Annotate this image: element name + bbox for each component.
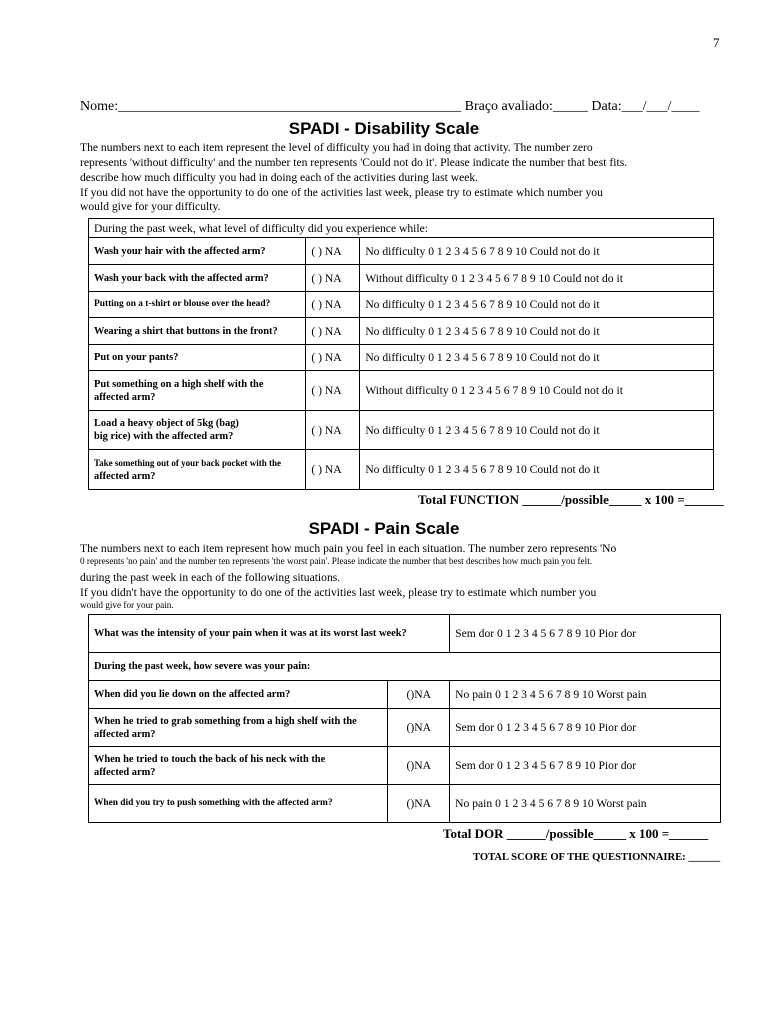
disability-intro-line: represents 'without difficulty' and the number ten represents 'Could not do it'. Please indicate the number that best fits. bbox=[80, 156, 628, 169]
table-row bbox=[89, 318, 714, 345]
question-text bbox=[89, 411, 306, 450]
question-text bbox=[89, 450, 306, 490]
question-text: Wash your hair with the affected arm? bbox=[89, 238, 306, 265]
disability-table-header: During the past week, what level of difficulty did you experience while: bbox=[89, 219, 714, 238]
pain-scale[interactable]: Sem dor 0 1 2 3 4 5 6 7 8 9 10 Pior dor bbox=[450, 747, 721, 785]
question-line: When he tried to grab something from a high shelf with the bbox=[94, 715, 357, 727]
disability-table bbox=[88, 218, 714, 490]
pain-scale[interactable]: Sem dor 0 1 2 3 4 5 6 7 8 9 10 Pior dor bbox=[450, 709, 721, 747]
pain-table bbox=[88, 614, 721, 823]
question-line: Load a heavy object of 5kg (bag) bbox=[94, 418, 239, 429]
table-row bbox=[89, 238, 714, 265]
table-row bbox=[89, 653, 721, 681]
disability-intro-line: would give for your difficulty. bbox=[80, 200, 221, 213]
pain-title-text: SPADI - Pain Scale bbox=[308, 519, 460, 538]
disability-intro-line: describe how much difficulty you had in doing each of the activities during last week. bbox=[80, 171, 479, 184]
difficulty-scale[interactable]: No difficulty 0 1 2 3 4 5 6 7 8 9 10 Could not do it bbox=[360, 345, 714, 371]
difficulty-scale[interactable]: No difficulty 0 1 2 3 4 5 6 7 8 9 10 Could not do it bbox=[360, 450, 714, 490]
disability-title-text: SPADI - Disability Scale bbox=[288, 119, 480, 138]
difficulty-scale[interactable]: No difficulty 0 1 2 3 4 5 6 7 8 9 10 Could not do it bbox=[360, 411, 714, 450]
table-header-row bbox=[89, 219, 714, 238]
table-row bbox=[89, 785, 721, 823]
question-line: affected arm? bbox=[94, 766, 156, 778]
function-total: Total FUNCTION ______/possible_____ x 100 =______ bbox=[418, 492, 724, 507]
table-row bbox=[89, 681, 721, 709]
pain-title bbox=[0, 519, 768, 539]
na-checkbox[interactable]: ( ) NA bbox=[306, 411, 360, 450]
difficulty-scale[interactable]: No difficulty 0 1 2 3 4 5 6 7 8 9 10 Could not do it bbox=[360, 292, 714, 318]
question-text: When did you try to push something with the affected arm? bbox=[89, 785, 388, 823]
na-checkbox[interactable]: ( ) NA bbox=[306, 318, 360, 345]
question-text: Wash your back with the affected arm? bbox=[89, 265, 306, 292]
na-checkbox[interactable]: ( ) NA bbox=[306, 292, 360, 318]
question-line: big rice) with the affected arm? bbox=[94, 431, 234, 442]
questionnaire-total-score: TOTAL SCORE OF THE QUESTIONNAIRE: ______ bbox=[473, 852, 721, 863]
na-checkbox[interactable]: ( ) NA bbox=[306, 345, 360, 371]
disability-title bbox=[0, 119, 768, 139]
question-text bbox=[89, 747, 388, 785]
question-text bbox=[89, 709, 388, 747]
pain-intro-line: The numbers next to each item represent how much pain you feel in each situation. The number zero represents 'No bbox=[80, 542, 617, 555]
difficulty-scale[interactable]: Without difficulty 0 1 2 3 4 5 6 7 8 9 10 Could not do it bbox=[360, 371, 714, 411]
table-row bbox=[89, 345, 714, 371]
question-line: affected arm? bbox=[94, 728, 156, 740]
na-checkbox[interactable]: ( ) NA bbox=[306, 265, 360, 292]
pain-intro-line: If you didn't have the opportunity to do one of the activities last week, please try to estimate which number you bbox=[80, 586, 597, 599]
pain-scale[interactable]: Sem dor 0 1 2 3 4 5 6 7 8 9 10 Pior dor bbox=[450, 615, 721, 653]
table-row bbox=[89, 615, 721, 653]
pain-intro-line: would give for your pain. bbox=[80, 600, 174, 610]
na-checkbox[interactable]: ( ) NA bbox=[306, 371, 360, 411]
na-checkbox[interactable]: ()NA bbox=[388, 681, 450, 709]
pain-intro-line: 0 represents 'no pain' and the number ten represents 'the worst pain'. Please indicate the number that best describes how much pain you felt. bbox=[80, 556, 593, 566]
table-row bbox=[89, 450, 714, 490]
pain-scale[interactable]: No pain 0 1 2 3 4 5 6 7 8 9 10 Worst pain bbox=[450, 785, 721, 823]
table-row bbox=[89, 747, 721, 785]
question-text: Putting on a t-shirt or blouse over the head? bbox=[89, 292, 306, 318]
disability-intro-line: The numbers next to each item represent the level of difficulty you had in doing that activity. The number zero bbox=[80, 141, 593, 154]
na-checkbox[interactable]: ()NA bbox=[388, 785, 450, 823]
table-row bbox=[89, 265, 714, 292]
table-row bbox=[89, 371, 714, 411]
question-line: Take something out of your back pocket with the bbox=[94, 457, 282, 468]
question-line: affected arm? bbox=[94, 470, 156, 482]
difficulty-scale[interactable]: No difficulty 0 1 2 3 4 5 6 7 8 9 10 Could not do it bbox=[360, 238, 714, 265]
na-checkbox[interactable]: ( ) NA bbox=[306, 450, 360, 490]
question-line: affected arm? bbox=[94, 391, 156, 403]
patient-header-line: Nome:_________________________________________________ Braço avaliado:_____ Data:___/___/____ bbox=[80, 99, 700, 114]
page-number: 7 bbox=[713, 35, 720, 50]
table-row bbox=[89, 292, 714, 318]
na-checkbox[interactable]: ()NA bbox=[388, 709, 450, 747]
question-text: What was the intensity of your pain when it was at its worst last week? bbox=[89, 615, 450, 653]
na-checkbox[interactable]: ( ) NA bbox=[306, 238, 360, 265]
question-line: Put something on a high shelf with the bbox=[94, 378, 264, 390]
difficulty-scale[interactable]: Without difficulty 0 1 2 3 4 5 6 7 8 9 10 Could not do it bbox=[360, 265, 714, 292]
pain-section-header: During the past week, how severe was your pain: bbox=[89, 653, 721, 681]
question-line: When he tried to touch the back of his neck with the bbox=[94, 753, 326, 765]
pain-scale[interactable]: No pain 0 1 2 3 4 5 6 7 8 9 10 Worst pain bbox=[450, 681, 721, 709]
pain-intro-line: during the past week in each of the following situations. bbox=[80, 571, 341, 584]
question-text: Put on your pants? bbox=[89, 345, 306, 371]
question-text: When did you lie down on the affected arm? bbox=[89, 681, 388, 709]
pain-total: Total DOR ______/possible_____ x 100 =______ bbox=[443, 826, 709, 841]
table-row bbox=[89, 709, 721, 747]
disability-intro-line: If you did not have the opportunity to do one of the activities last week, please try to estimate which number you bbox=[80, 186, 603, 199]
question-text bbox=[89, 371, 306, 411]
difficulty-scale[interactable]: No difficulty 0 1 2 3 4 5 6 7 8 9 10 Could not do it bbox=[360, 318, 714, 345]
question-text: Wearing a shirt that buttons in the front? bbox=[89, 318, 306, 345]
na-checkbox[interactable]: ()NA bbox=[388, 747, 450, 785]
table-row bbox=[89, 411, 714, 450]
